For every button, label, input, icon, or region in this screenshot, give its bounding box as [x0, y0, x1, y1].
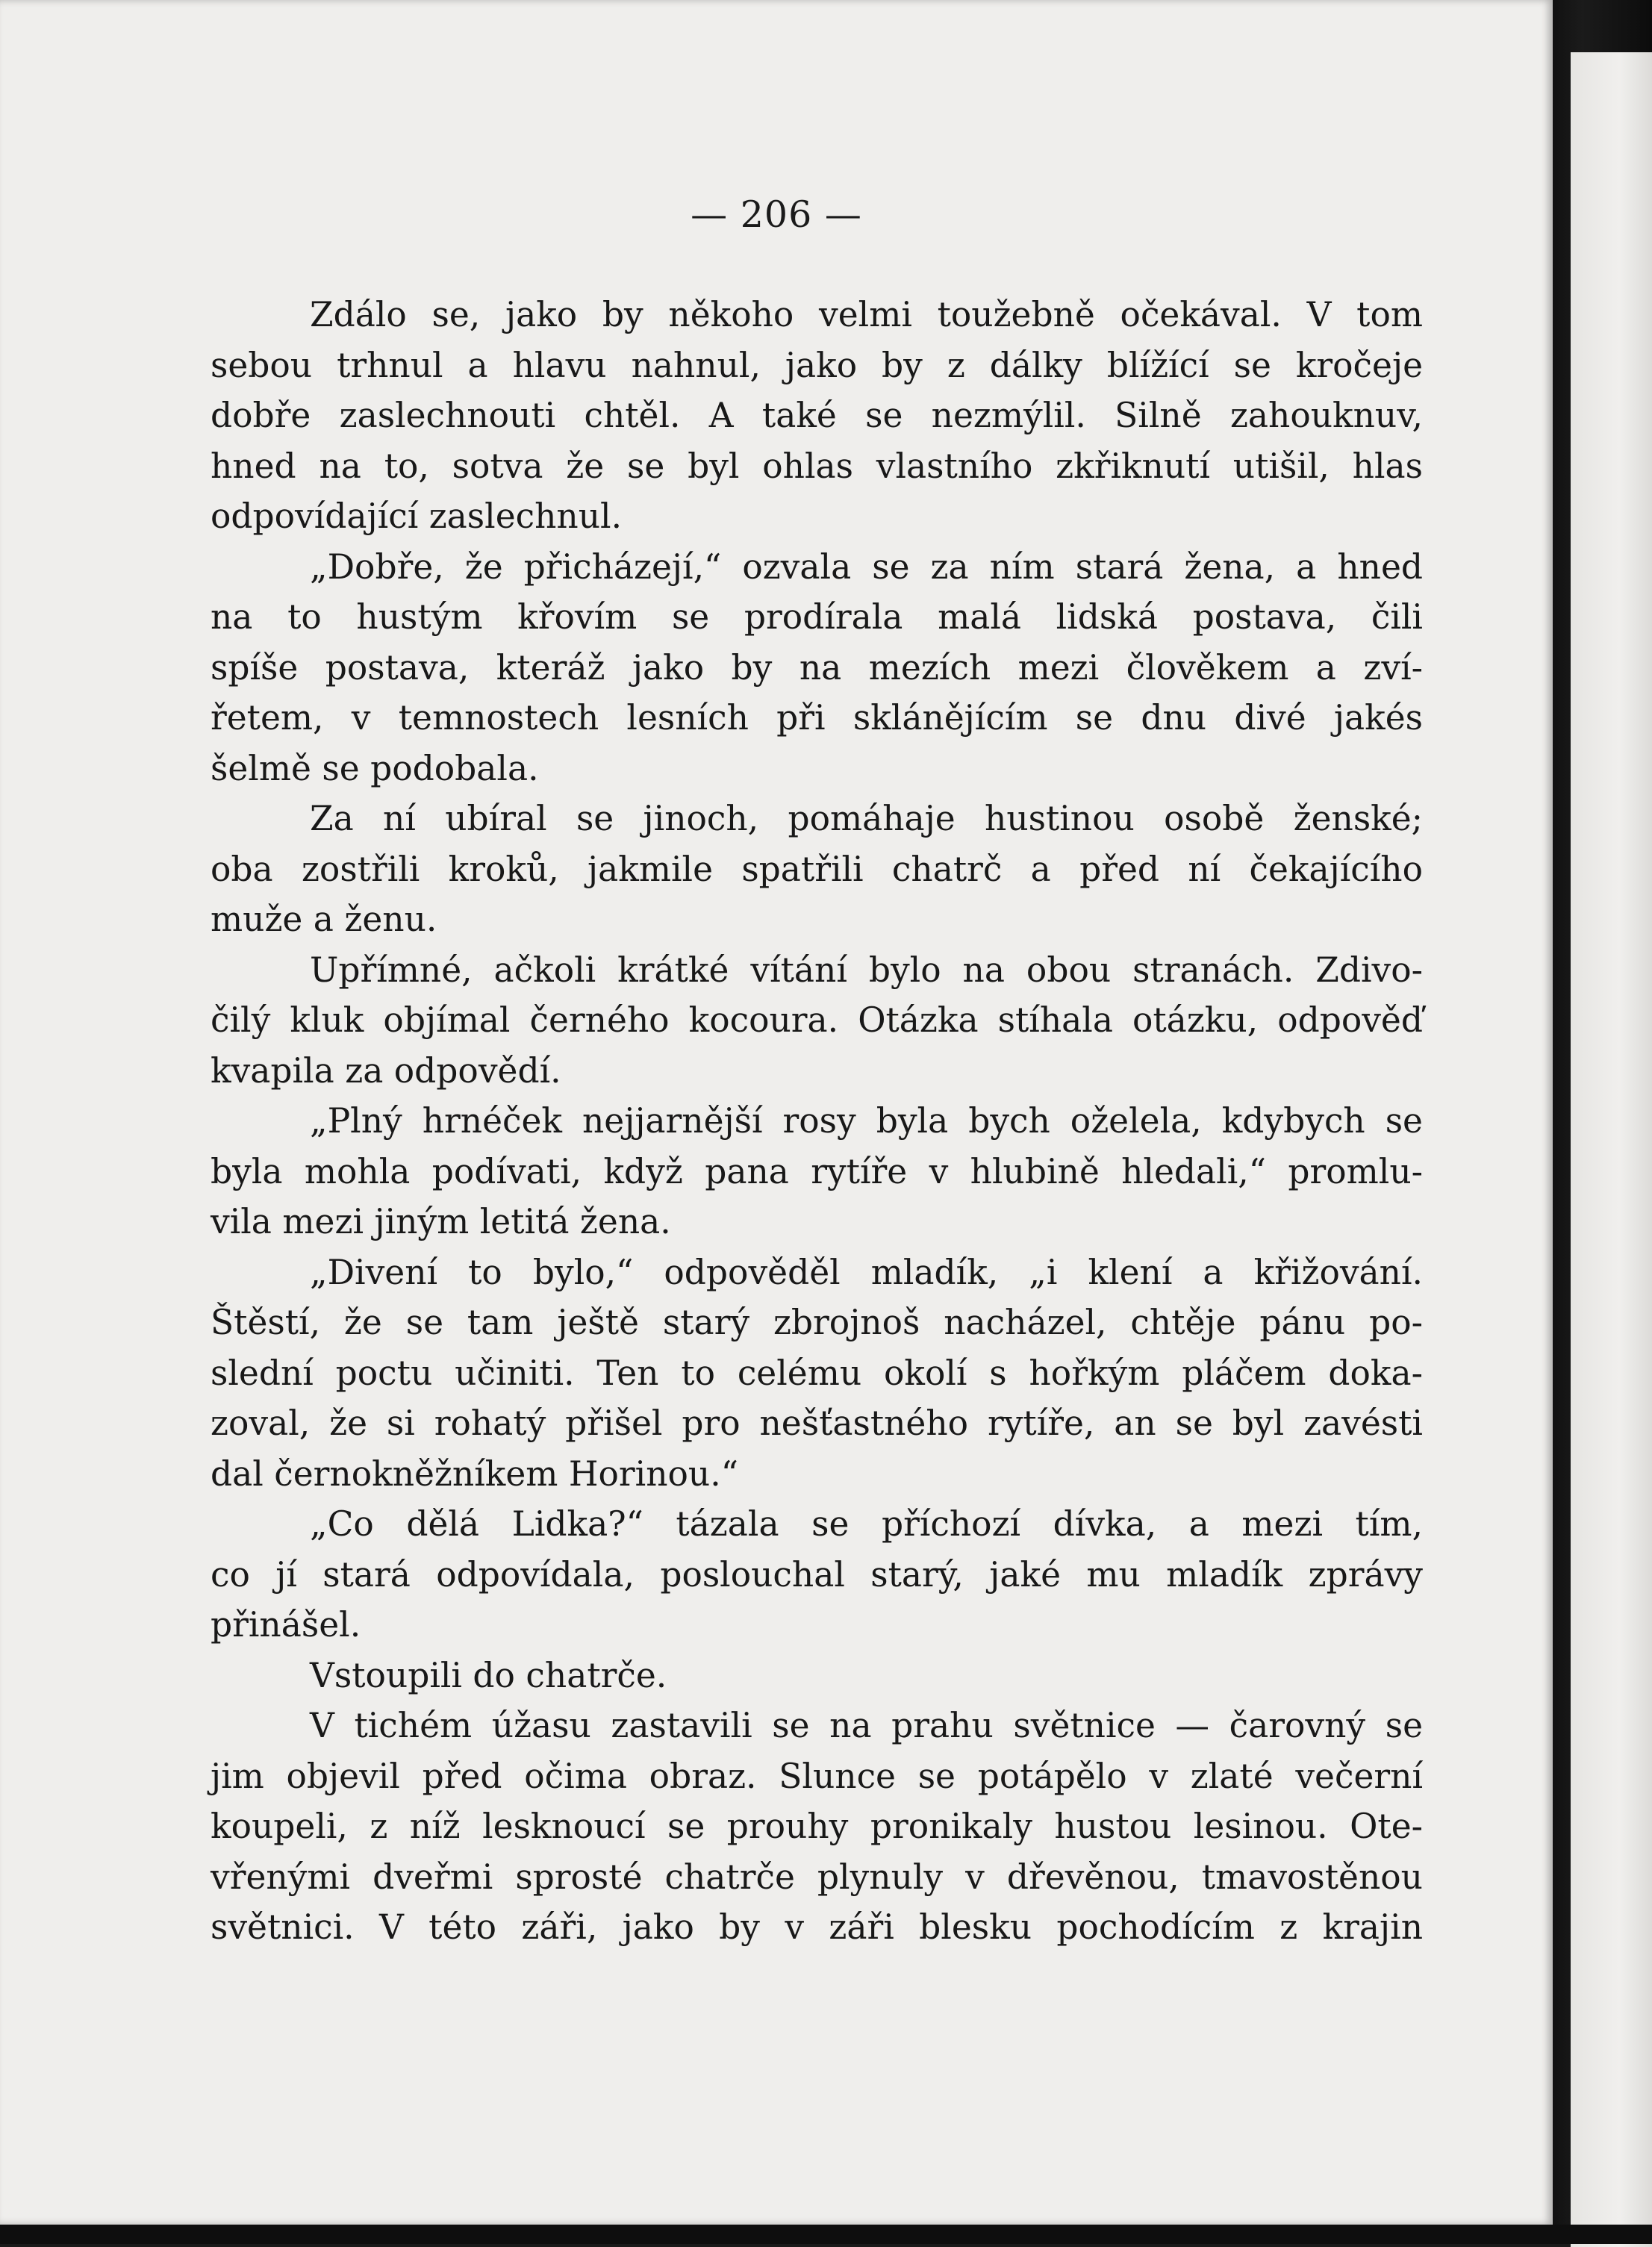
- text-line: kvapila za odpovědí.: [211, 1050, 561, 1091]
- text-line: Za ní ubíral se jinoch, pomáhaje hustinou osobě ženské;: [310, 799, 1423, 838]
- text-line: Zdálo se, jako by někoho velmi toužebně očekával. V tom: [310, 295, 1423, 334]
- text-line: „Dobře, že přicházejí,“ ozvala se za ním stará žena, a hned: [310, 546, 1423, 587]
- text-line: spíše postava, kteráž jako by na mezích mezi člověkem a zví-: [211, 647, 1423, 688]
- text-line: vila mezi jiným letitá žena.: [211, 1202, 671, 1241]
- text-line: co jí stará odpovídala, poslouchal starý, jaké mu mladík zprávy: [211, 1554, 1423, 1595]
- text-line: hned na to, sotva že se byl ohlas vlastního zkřiknutí utišil, hlas: [211, 446, 1423, 486]
- text-line: sebou trhnul a hlavu nahnul, jako by z dálky blížící se kročeje: [211, 345, 1423, 385]
- text-line: odpovídající zaslechnul.: [211, 496, 623, 536]
- text-line: „Plný hrnéček nejjarnější rosy byla bych oželela, kdybych se: [310, 1101, 1423, 1141]
- text-line: V tichém úžasu zastavili se na prahu světnice — čarovný se: [310, 1706, 1423, 1745]
- text-line: dobře zaslechnouti chtěl. A také se nezmýlil. Silně zahouknuv,: [211, 396, 1423, 435]
- text-line: řetem, v temnostech lesních při sklánějícím se dnu divé jakés: [211, 698, 1423, 738]
- text-line: vřenými dveřmi sprosté chatrče plynuly v dřevěnou, tmavostěnou: [211, 1857, 1423, 1897]
- text-line: šelmě se podobala.: [211, 748, 539, 788]
- text-line: „Divení to bylo,“ odpověděl mladík, „i klení a křižování.: [310, 1252, 1423, 1292]
- text-line: slední poctu učiniti. Ten to celému okolí s hořkým pláčem doka-: [211, 1353, 1423, 1393]
- text-line: jim objevil před očima obraz. Slunce se potápělo v zlaté večerní: [211, 1756, 1423, 1796]
- text-line: oba zostřili kroků, jakmile spatřili chatrč a před ní čekajícího: [211, 849, 1423, 889]
- text-line: koupeli, z níž lesknoucí se prouhy pronikaly hustou lesinou. Ote-: [211, 1807, 1423, 1846]
- body-text: [211, 290, 1423, 1953]
- text-line: přinášel.: [211, 1605, 361, 1645]
- text-line: Vstoupili do chatrče.: [310, 1655, 667, 1695]
- text-line: „Co dělá Lidka?“ tázala se příchozí dívka, a mezi tím,: [310, 1504, 1423, 1544]
- scan-border-bottom: [0, 2225, 1652, 2244]
- next-page-edge: [1571, 52, 1652, 2247]
- text-line: čilý kluk objímal černého kocoura. Otázka stíhala otázku, odpověď: [211, 1000, 1423, 1040]
- text-line: na to hustým křovím se prodírala malá lidská postava, čili: [211, 597, 1423, 637]
- text-line: Upřímné, ačkoli krátké vítání bylo na obou stranách. Zdivo-: [310, 950, 1423, 990]
- text-line: byla mohla podívati, když pana rytíře v hlubině hledali,“ promlu-: [211, 1151, 1423, 1191]
- text-line: Štěstí, že se tam ještě starý zbrojnoš nacházel, chtěje pánu po-: [211, 1303, 1423, 1342]
- text-line: dal černokněžníkem Horinou.“: [211, 1453, 738, 1494]
- text-line: zoval, že si rohatý přišel pro nešťastného rytíře, an se byl zavésti: [211, 1403, 1423, 1443]
- page-number: — 206 —: [691, 193, 862, 236]
- text-line: světnici. V této záři, jako by v záři blesku pochodícím z krajin: [211, 1907, 1423, 1947]
- text-line: muže a ženu.: [211, 900, 437, 939]
